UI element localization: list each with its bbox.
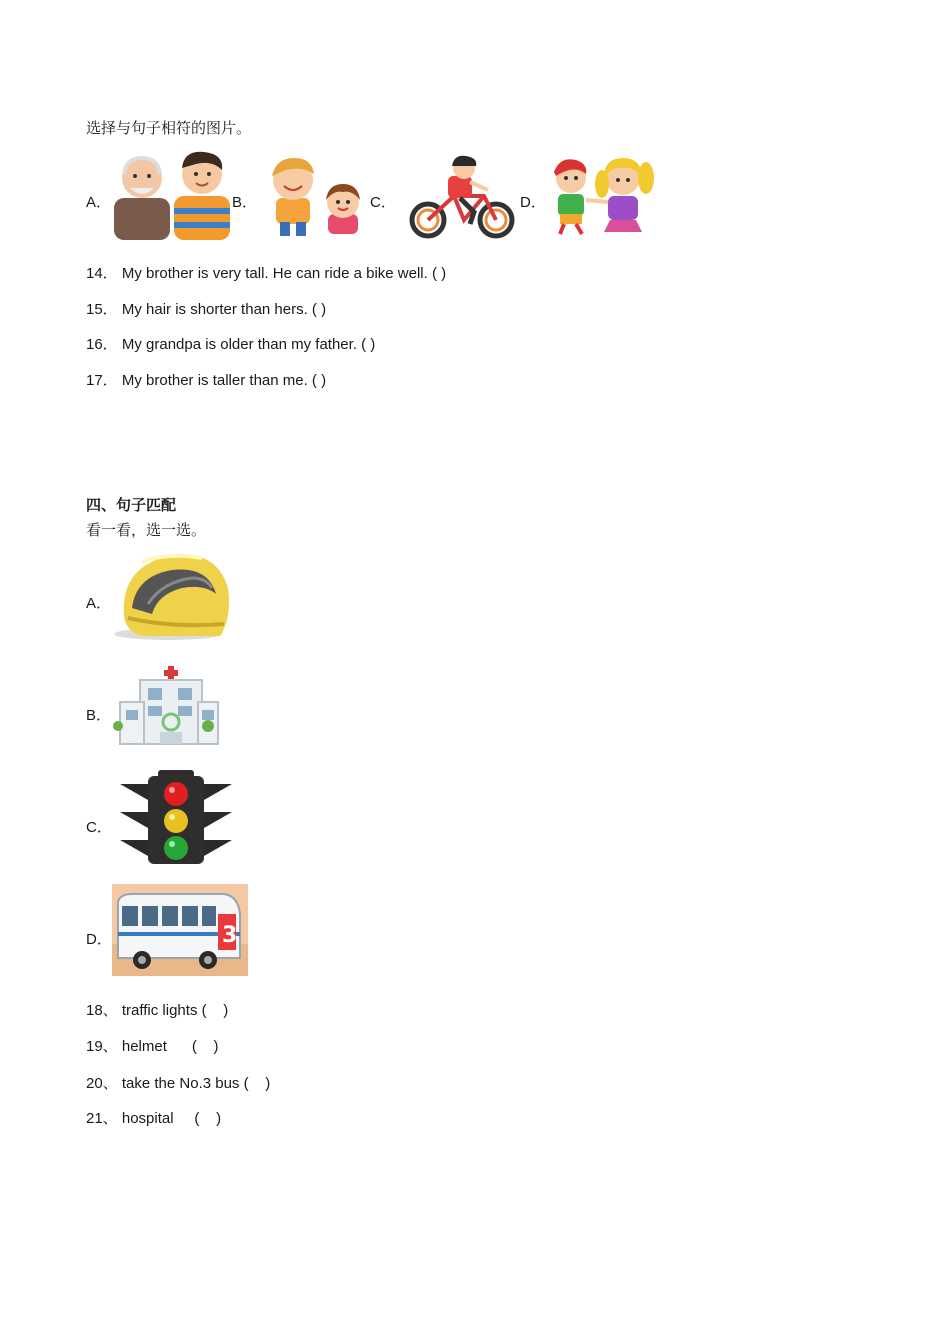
question-14 xyxy=(86,264,446,284)
question-number: 21、 xyxy=(86,1110,118,1127)
question-19 xyxy=(86,1037,219,1057)
section4-instruction: 看一看，选一选。 xyxy=(86,521,207,539)
boy-and-girl-image xyxy=(256,156,370,238)
option-a-label: A． xyxy=(86,194,112,211)
option-c-label: C． xyxy=(86,819,112,836)
option-b-label: B． xyxy=(86,707,112,724)
question-number: 15． xyxy=(86,301,118,318)
bus-image xyxy=(112,884,248,976)
question-number: 18、 xyxy=(86,1002,118,1019)
option-c-label: C． xyxy=(370,194,396,211)
option-d-label: D． xyxy=(86,931,112,948)
question-text: My brother is very tall. He can ride a bike well. ( ) xyxy=(121,265,447,282)
traffic-light-image xyxy=(118,770,234,866)
question-text: My grandpa is older than my father. ( ) xyxy=(121,336,376,353)
question-number: 14． xyxy=(86,265,118,282)
boy-riding-bike-image xyxy=(404,154,520,240)
two-children-walking-image xyxy=(546,154,664,238)
question-20 xyxy=(86,1074,270,1094)
option-a-label: A． xyxy=(86,595,112,612)
question-number: 16． xyxy=(86,336,118,353)
question-number: 19、 xyxy=(86,1038,118,1055)
question-21 xyxy=(86,1109,221,1129)
question-text: traffic lights ( ) xyxy=(121,1002,229,1019)
question-text: My brother is taller than me. ( ) xyxy=(121,372,327,389)
section3-instruction: 选择与句子相符的图片。 xyxy=(86,119,252,137)
grandpa-and-father-image xyxy=(112,150,232,240)
question-number: 20、 xyxy=(86,1075,118,1092)
question-text: hospital ( ) xyxy=(121,1110,222,1127)
question-15 xyxy=(86,300,326,320)
svg-text:3: 3 xyxy=(222,923,238,948)
question-17 xyxy=(86,371,326,391)
question-number: 17． xyxy=(86,372,118,389)
question-text: helmet ( ) xyxy=(121,1038,219,1055)
option-d-label: D． xyxy=(520,194,546,211)
option-b-label: B． xyxy=(232,194,258,211)
question-text: take the No.3 bus ( ) xyxy=(121,1075,271,1092)
question-16 xyxy=(86,335,375,355)
question-18 xyxy=(86,1001,228,1021)
section4-heading: 四、句子匹配 xyxy=(86,496,177,514)
hospital-image xyxy=(112,664,220,746)
helmet-image xyxy=(112,548,232,642)
question-text: My hair is shorter than hers. ( ) xyxy=(121,301,327,318)
